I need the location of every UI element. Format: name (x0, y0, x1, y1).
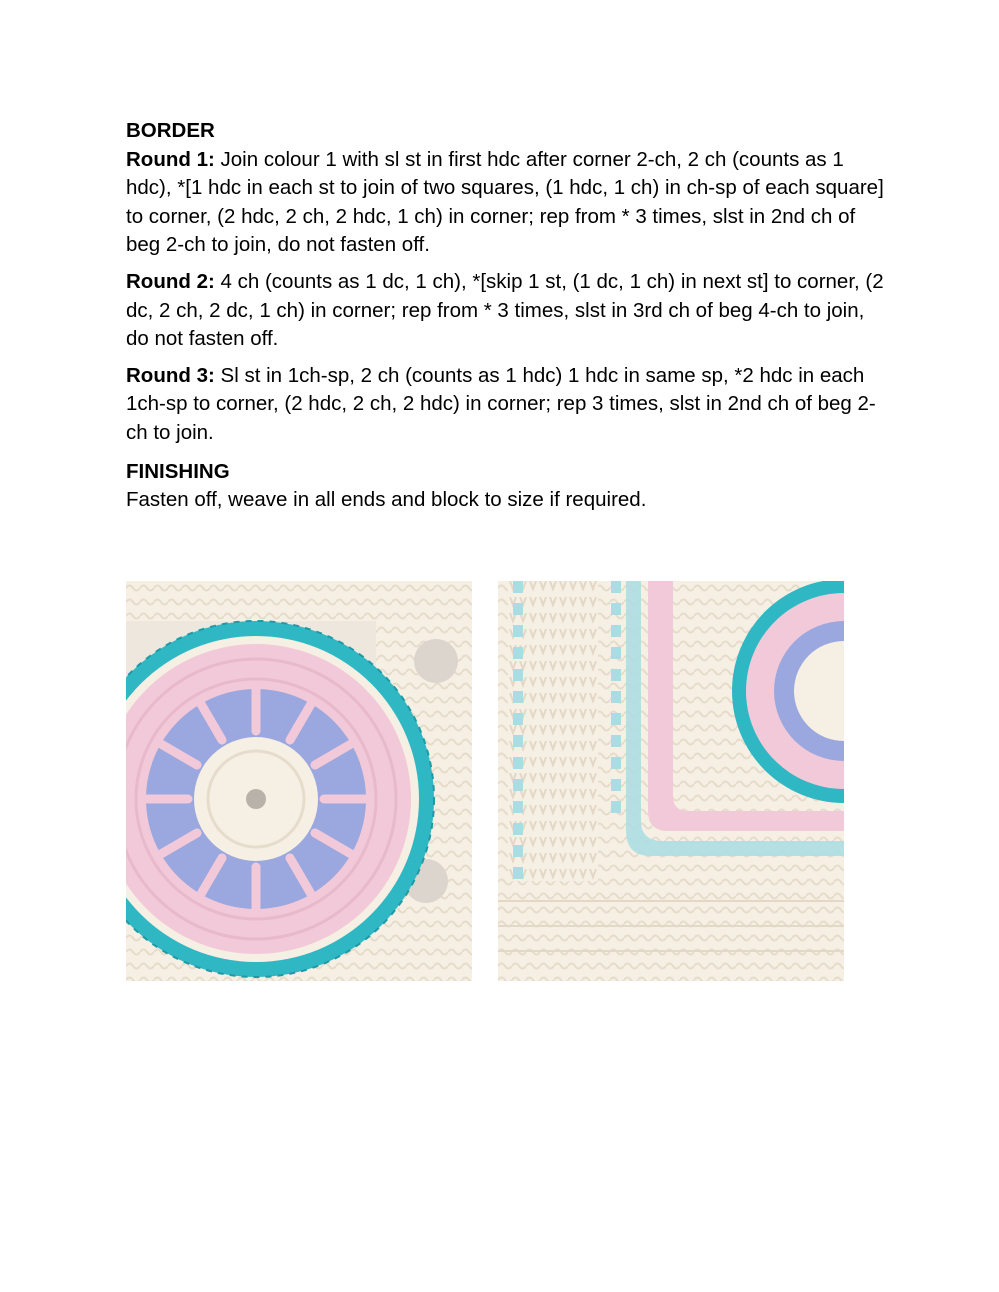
round-2-text: 4 ch (counts as 1 dc, 1 ch), *[skip 1 st, (1 dc, 1 ch) in next st] to corner, (2 dc, 2 ch, 2 dc, 1 ch) in corner; rep from * 3 times, slst in 3rd ch of beg 4-ch to join, do not fasten off. (126, 269, 884, 351)
crochet-mandala-photo (126, 581, 472, 981)
round-2-label: Round 2: (126, 269, 215, 293)
round-1-label: Round 1: (126, 147, 215, 171)
round-1-text: Join colour 1 with sl st in first hdc after corner 2-ch, 2 ch (counts as 1 hdc), *[1 hdc in each st to join of two squares, (1 hdc, 1 ch) in ch-sp of each square] to corner, (2 hdc, 2 ch, 2 hdc, 1 ch) in corner; rep from * 3 times, slst in 2nd ch of beg 2-ch to join, do not fasten off. (126, 147, 884, 257)
round-1-paragraph (126, 146, 886, 260)
round-3-text: Sl st in 1ch-sp, 2 ch (counts as 1 hdc) 1 hdc in same sp, *2 hdc in each 1ch-sp to corner, (2 hdc, 2 ch, 2 hdc) in corner; rep 3 times, slst in 2nd ch of beg 2-ch to join. (126, 363, 876, 444)
round-3-label: Round 3: (126, 363, 215, 387)
round-2-paragraph (126, 268, 886, 354)
finishing-text: Fasten off, weave in all ends and block to size if required. (126, 488, 647, 512)
crochet-border-photo (498, 581, 844, 981)
pattern-text (126, 117, 886, 523)
round-3-paragraph (126, 362, 886, 448)
finishing-heading: FINISHING (126, 459, 230, 483)
border-heading: BORDER (126, 119, 215, 142)
